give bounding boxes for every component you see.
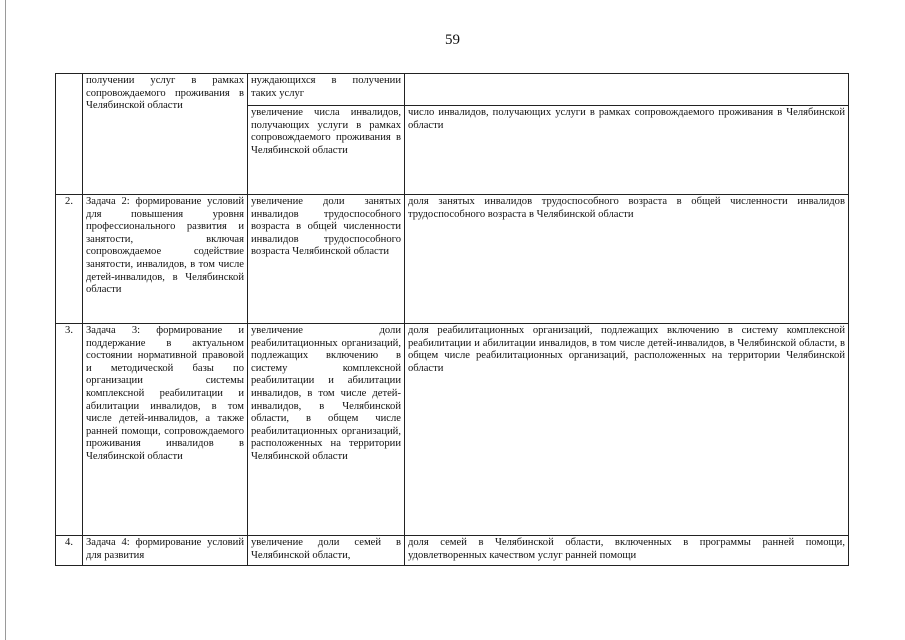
page-left-edge [5,0,6,640]
task-cell: Задача 3: формирование и поддержание в актуальном состоянии нормативной правовой и методической базы по организации системы комплексной реабилитации и абилитации инвалидов, в том числе детей-инвалидов, а также ранней помощи, сопровождаемого проживания инвалидов в Челябинской области [83,324,248,536]
program-tasks-table [55,73,849,566]
page-number: 59 [445,32,460,48]
result-cell: увеличение доли занятых инвалидов трудоспособного возраста в общей численности инвалидов трудоспособного возраста Челябинской области [248,195,405,324]
row-number: 2. [56,195,83,324]
table-row [56,324,849,536]
row-number: 4. [56,536,83,566]
row-number [56,74,83,195]
table-row [56,74,849,106]
indicator-cell: доля занятых инвалидов трудоспособного возраста в общей численности инвалидов трудоспособного возраста в Челябинской области [405,195,849,324]
indicator-cell: доля семей в Челябинской области, включенных в программы ранней помощи, удовлетворенных качеством услуг ранней помощи [405,536,849,566]
table-row [56,536,849,566]
task-cell: Задача 4: формирование условий для развития [83,536,248,566]
indicator-cell [405,74,849,106]
indicator-cell: доля реабилитационных организаций, подлежащих включению в систему комплексной реабилитации и абилитации инвалидов, в том числе детей-инвалидов, в Челябинской области, в общем числе реабилитационных организаций, расположенных на территории Челябинской области [405,324,849,536]
table-row [56,195,849,324]
result-cell: увеличение доли семей в Челябинской области, [248,536,405,566]
indicator-cell: число инвалидов, получающих услуги в рамках сопровождаемого проживания в Челябинской области [405,106,849,195]
result-cell: увеличение доли реабилитационных организаций, подлежащих включению в систему комплексной реабилитации и абилитации инвалидов, в том числе детей-инвалидов, в Челябинской области, в общем числе реабилитационных организаций, расположенных на территории Челябинской области [248,324,405,536]
row-number: 3. [56,324,83,536]
task-cell: Задача 2: формирование условий для повышения уровня профессионального развития и занятости, включая сопровождаемое содействие занятости, инвалидов, в том числе детей-инвалидов, в Челябинской области [83,195,248,324]
result-cell: увеличение числа инвалидов, получающих услуги в рамках сопровождаемого проживания в Челябинской области [248,106,405,195]
result-cell: нуждающихся в получении таких услуг [248,74,405,106]
task-cell: получении услуг в рамках сопровождаемого проживания в Челябинской области [83,74,248,195]
